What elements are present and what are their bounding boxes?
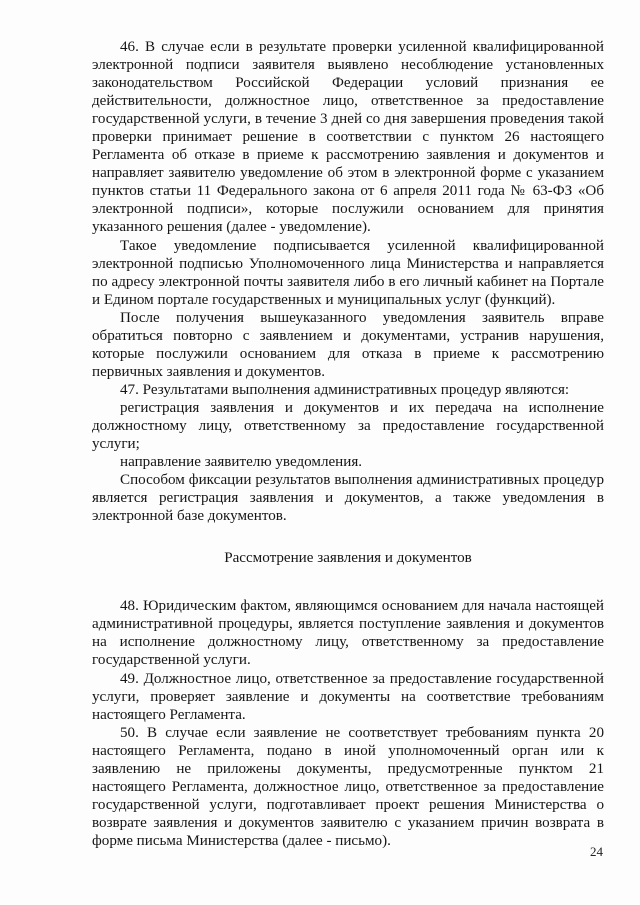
paragraph-46: 46. В случае если в результате проверки усиленной квалифицированной электронной подписи заявителя выявлено несоблюдение установленных законодательством Российской Федерации условий признания ее действительности, должностное лицо, ответственное за предоставление государственной услуги, в течение 3 дней со дня завершения проведения такой проверки принимает решение в соответствии с пунктом 26 настоящего Регламента об отказе в приеме к рассмотрению заявления и документов и направляет заявителю уведомление об этом в электронной форме с указанием пунктов статьи 11 Федерального закона от 6 апреля 2011 года № 63-ФЗ «Об электронной подписи», которые послужили основанием для принятия указанного решения (далее - уведомление).: [92, 39, 604, 236]
section-heading: Рассмотрение заявления и документов: [224, 550, 472, 567]
paragraph-registration: регистрация заявления и документов и их передача на исполнение должностному лицу, ответственному за предоставление государственной услуги;: [92, 399, 604, 453]
paragraph-49: 49. Должностное лицо, ответственное за предоставление государственной услуги, проверяет заявление и документы на соответствие требованиям настоящего Регламента.: [92, 670, 604, 723]
page-number: 24: [590, 844, 603, 859]
paragraph-48: 48. Юридическим фактом, являющимся основанием для начала настоящей административной процедуры, является поступление заявления и документов на исполнение должностному лицу, ответственному за предоставление государственной услуги.: [92, 598, 604, 669]
paragraph-fixation-method: Способом фиксации результатов выполнения административных процедур является регистрация заявления и документов, а также уведомления в электронной базе документов.: [92, 472, 604, 525]
paragraph-50: 50. В случае если заявление не соответствует требованиям пункта 20 настоящего Регламента, подано в иной уполномоченный орган или к заявлению не приложены документы, предусмотренные пунктом 21 настоящего Регламента, должностное лицо, ответственное за предоставление государственной услуги, подготавливает проект решения Министерства о возврате заявления и документов заявителю с указанием причин возврата в форме письма Министерства (далее - письмо).: [92, 724, 604, 849]
paragraph-notification-direction: направление заявителю уведомления.: [120, 454, 363, 471]
paragraph-resubmission: После получения вышеуказанного уведомления заявитель вправе обратиться повторно с заявлением и документами, устранив нарушения, которые послужили основанием для отказа в приеме к рассмотрению первичных заявления и документов.: [92, 309, 604, 380]
paragraph-47: 47. Результатами выполнения административных процедур являются:: [120, 381, 570, 398]
paragraph-notification-signature: Такое уведомление подписывается усиленной квалифицированной электронной подписью Уполномоченного лица Министерства и направляется по адресу электронной почты заявителя либо в его личный кабинет на Портале и Едином портале государственных и муниципальных услуг (функций).: [92, 237, 604, 308]
document-body: [92, 38, 604, 850]
